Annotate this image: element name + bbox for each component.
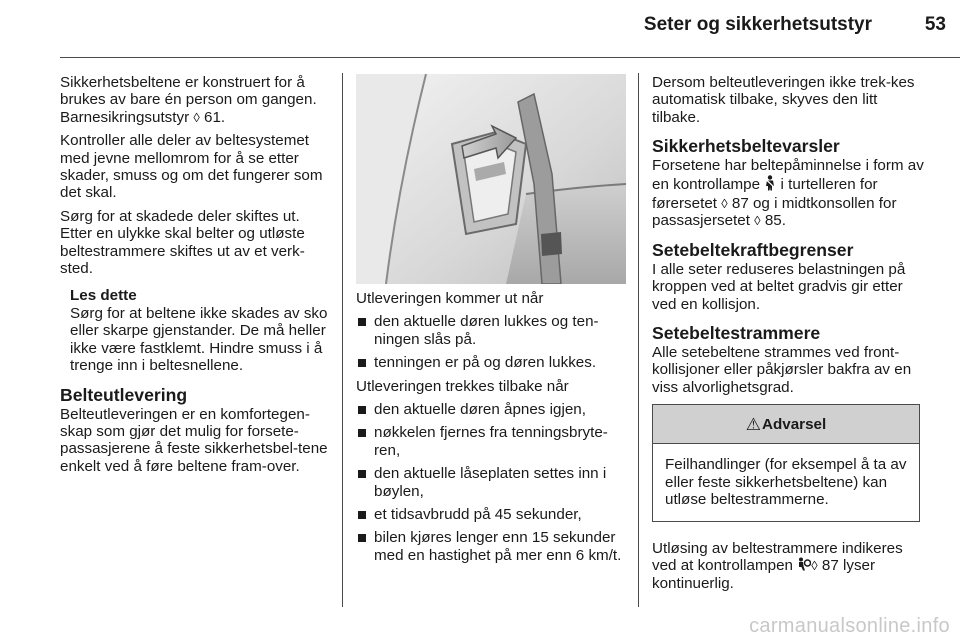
bullet-list-extend: [356, 313, 626, 371]
section-heading: Setebeltekraftbegrenser: [652, 239, 854, 260]
list-item: [356, 465, 626, 500]
header-title: Seter og sikkerhetsutstyr: [643, 14, 872, 35]
page-ref-arrow-icon: ◊: [721, 196, 728, 212]
bullet-square-icon: [358, 511, 366, 519]
warning-text: Feilhandlinger (for eksempel å ta av eller feste sikkerhetsbeltene) kan utløse beltestrammerne.: [665, 456, 907, 509]
section-heading: Sikkerhetsbeltevarsler: [652, 136, 840, 157]
bullet-square-icon: [358, 318, 366, 326]
note-block: [70, 287, 332, 374]
page-number: 53: [924, 14, 946, 35]
text: i turtelleren for førersetet: [652, 175, 878, 213]
list-item-text: den aktuelle døren lukkes og ten-ningen slås på.: [374, 313, 599, 348]
paragraph: [60, 74, 332, 126]
warning-title: Advarsel: [762, 415, 827, 433]
note-text: Sørg for at beltene ikke skades av sko eller skarpe gjenstander. De må heller ikke være fastklemt. Hindre smuss i å trenge inn i beltesnellene.: [70, 304, 328, 375]
paragraph: Belteutleveringen er en komfortegen-skap som gjør det mulig for forsete-passasjerene å feste sikkerhetsbel-tene enkelt ved å føre beltene fram-over.: [60, 405, 328, 475]
list-item: [356, 424, 626, 459]
bullet-list-retract: [356, 401, 626, 564]
bullet-square-icon: [358, 470, 366, 478]
list-item-text: bilen kjøres lenger enn 15 sekunder med en hastighet på mer enn 6 km/t.: [374, 529, 622, 564]
warning-triangle-icon: ⚠: [745, 414, 762, 434]
text: Utløsing av beltestrammere indikeres ved at kontrollampen: [652, 539, 903, 575]
page-ref[interactable]: 85.: [760, 212, 786, 230]
list-item: [356, 354, 626, 371]
watermark: carmanualsonline.info: [749, 615, 950, 637]
section-heading: Setebeltestrammere: [652, 323, 821, 344]
list-item: [356, 506, 626, 523]
list-intro: Utleveringen trekkes tilbake når: [356, 377, 569, 395]
list-item-text: den aktuelle døren åpnes igjen,: [374, 401, 586, 419]
section-heading: Belteutlevering: [60, 384, 188, 405]
paragraph: Kontroller alle deler av beltesystemet med jevne mellomrom for å se etter skader, smuss og om det fungerer som det skal.: [60, 132, 323, 202]
seatbelt-person-icon: [764, 175, 776, 195]
list-intro: Utleveringen kommer ut når: [356, 290, 544, 307]
header-rule: [60, 57, 960, 58]
bullet-square-icon: [358, 429, 366, 437]
column-divider-left: [342, 73, 343, 607]
list-item: [356, 401, 626, 418]
list-item-text: nøkkelen fjernes fra tenningsbryte-ren,: [374, 424, 608, 459]
paragraph: Alle setebeltene strammes ved front-kollisjoner eller påkjørsler bakfra av en viss alvorlighetsgrad.: [652, 344, 912, 396]
column-left: [60, 74, 332, 481]
page-ref[interactable]: 87 og i midtkonsollen for passasjersetet: [652, 195, 897, 230]
text: Sikkerhetsbeltene er konstruert for å brukes av bare én person om gangen. Barnesikringsutstyr: [60, 74, 317, 126]
paragraph: I alle seter reduseres belastningen på kroppen ved at beltet gradvis gir etter ved en kollisjon.: [652, 260, 906, 313]
column-middle: [356, 74, 626, 570]
warning-box: [652, 404, 920, 521]
page-ref[interactable]: 87 lyser kontinuerlig.: [652, 557, 876, 593]
column-right: [652, 74, 924, 599]
page-ref-arrow-icon: ◊: [811, 558, 818, 574]
list-item-text: tenningen er på og døren lukkes.: [374, 354, 597, 372]
column-divider-right: [638, 73, 639, 607]
airbag-lamp-icon: [797, 557, 811, 575]
page-ref[interactable]: 61.: [199, 108, 226, 126]
page-ref-arrow-icon: ◊: [193, 109, 200, 125]
paragraph: [652, 157, 924, 230]
seatbelt-presenter-illustration: [356, 74, 626, 284]
illustration-svg: [356, 74, 626, 284]
warning-header: [653, 405, 919, 444]
note-title: Les dette: [70, 287, 137, 305]
bullet-square-icon: [358, 406, 366, 414]
paragraph: Dersom belteutleveringen ikke trek-kes automatisk tilbake, skyves den litt tilbake.: [652, 74, 915, 126]
bullet-square-icon: [358, 359, 366, 367]
list-item-text: den aktuelle låseplaten settes inn i bøylen,: [374, 465, 607, 500]
paragraph: [652, 540, 924, 593]
page-ref-arrow-icon: ◊: [754, 213, 761, 229]
paragraph: Sørg for at skadede deler skiftes ut. Etter en ulykke skal belter og utløste beltestrammere skiftes ut av et verk-sted.: [60, 207, 305, 278]
text: Forsetene har beltepåminnelse i form av en kontrollampe: [652, 157, 924, 193]
bullet-square-icon: [358, 534, 366, 542]
list-item-text: et tidsavbrudd på 45 sekunder,: [374, 506, 582, 524]
list-item: [356, 313, 626, 348]
list-item: [356, 529, 626, 564]
